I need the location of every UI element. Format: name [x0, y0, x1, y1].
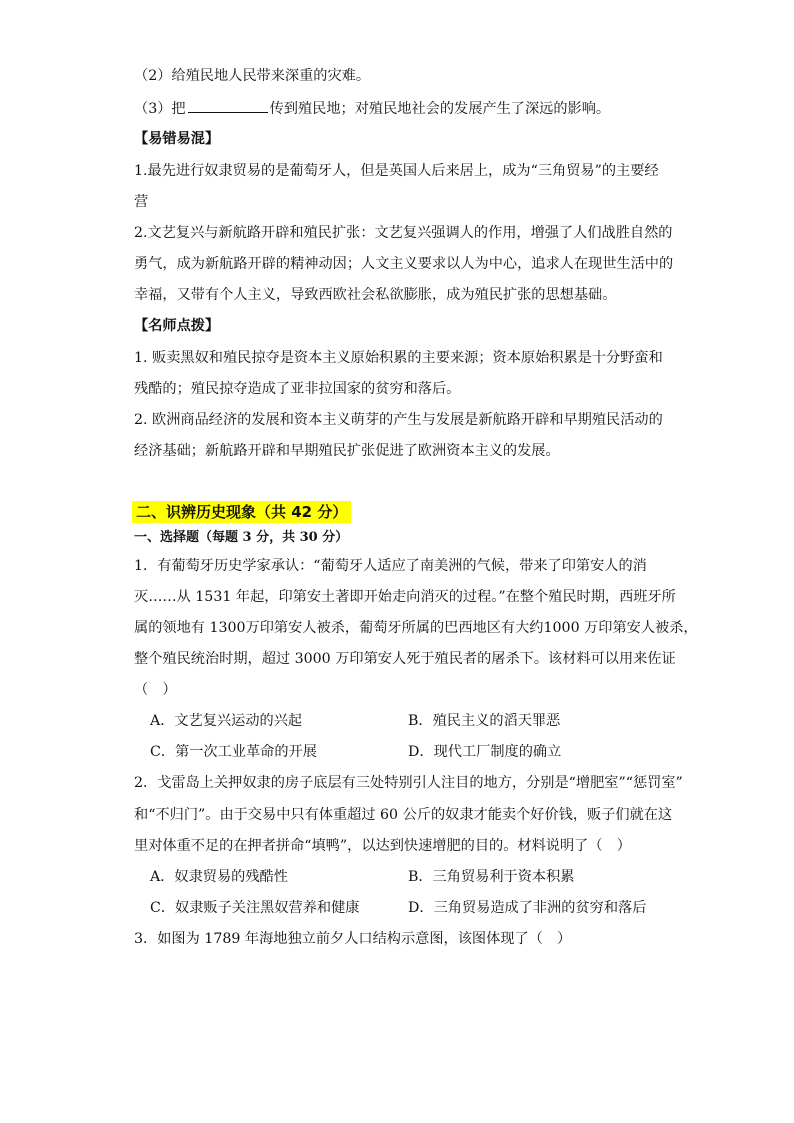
- q1-option-c[interactable]: C．第一次工业革命的开展: [150, 744, 317, 760]
- heading-teacher-tips: 【名师点拨】: [134, 318, 220, 334]
- text-line: 1. 贩卖黑奴和殖民掠夺是资本主义原始积累的主要来源；资本原始积累是十分野蛮和: [134, 350, 663, 366]
- text-line: 营: [134, 194, 149, 210]
- q1-option-d[interactable]: D．现代工厂制度的确立: [408, 744, 562, 760]
- text-line: 经济基础；新航路开辟和早期殖民扩张促进了欧洲资本主义的发展。: [134, 443, 560, 459]
- question-1-text: 1．有葡萄牙历史学家承认：“葡萄牙人适应了南美洲的气候，带来了印第安人的消: [134, 558, 647, 574]
- text-line: 1.最先进行奴隶贸易的是葡萄牙人，但是英国人后来居上，成为“三角贸易”的主要经: [134, 163, 659, 179]
- question-2-text: 2．戈雷岛上关押奴隶的房子底层有三处特别引人注目的地方，分别是“增肥室”“惩罚室”: [134, 775, 683, 791]
- question-2-text: 和“不归门”。由于交易中只有体重超过 60 公斤的奴隶才能卖个好价钱，贩子们就在这: [134, 807, 673, 823]
- text-line: （2）给殖民地人民带来深重的灾难。: [134, 68, 371, 84]
- q2-option-d[interactable]: D．三角贸易造成了非洲的贫穷和落后: [408, 900, 647, 916]
- subsection-heading: 一、选择题（每题 3 分，共 30 分）: [134, 530, 349, 545]
- q2-option-c[interactable]: C．奴隶贩子关注黑奴营养和健康: [150, 900, 360, 916]
- text-line: 2. 欧洲商品经济的发展和资本主义萌芽的产生与发展是新航路开辟和早期殖民活动的: [134, 412, 663, 428]
- text-fragment: 传到殖民地；对殖民地社会的发展产生了深远的影响。: [269, 101, 611, 117]
- q2-option-b[interactable]: B．三角贸易利于资本积累: [408, 869, 575, 885]
- question-3-text: 3．如图为 1789 年海地独立前夕人口结构示意图，该图体现了（ ）: [134, 931, 572, 947]
- q1-option-a[interactable]: A．文艺复兴运动的兴起: [150, 713, 303, 729]
- text-line: 幸福，又带有个人主义，导致西欧社会私欲膨胀，成为殖民扩张的思想基础。: [134, 287, 617, 303]
- question-1-text: 灭……从 1531 年起，印第安土著即开始走向消灭的过程。”在整个殖民时期，西班牙所: [134, 589, 676, 605]
- fill-blank-line: [134, 98, 610, 119]
- text-line: 2.文艺复兴与新航路开辟和殖民扩张：文艺复兴强调人的作用，增强了人们战胜自然的: [134, 225, 673, 241]
- section-heading: 二、识辨历史现象（共 42 分）: [132, 501, 351, 523]
- blank-underline: [188, 98, 268, 113]
- heading-common-mistakes: 【易错易混】: [134, 131, 220, 147]
- q1-option-b[interactable]: B．殖民主义的滔天罪恶: [408, 713, 561, 729]
- text-line: 残酷的；殖民掠夺造成了亚非拉国家的贫穷和落后。: [134, 381, 461, 397]
- question-2-text: 里对体重不足的在押者拼命“填鸭”，以达到快速增肥的目的。材料说明了（ ）: [134, 838, 631, 854]
- question-1-text: 整个殖民统治时期，超过 3000 万印第安人死于殖民者的屠杀下。该材料可以用来佐证: [134, 651, 676, 667]
- text-line: 勇气，成为新航路开辟的精神动因；人文主义要求以人为中心，追求人在现世生活中的: [134, 256, 674, 272]
- question-1-text: 属的领地有 1300万印第安人被杀，葡萄牙所属的巴西地区有大约1000 万印第安人被杀，: [134, 620, 698, 636]
- q2-option-a[interactable]: A．奴隶贸易的残酷性: [150, 869, 288, 885]
- answer-bracket: （ ）: [134, 682, 177, 698]
- text-fragment: （3）把: [134, 101, 186, 117]
